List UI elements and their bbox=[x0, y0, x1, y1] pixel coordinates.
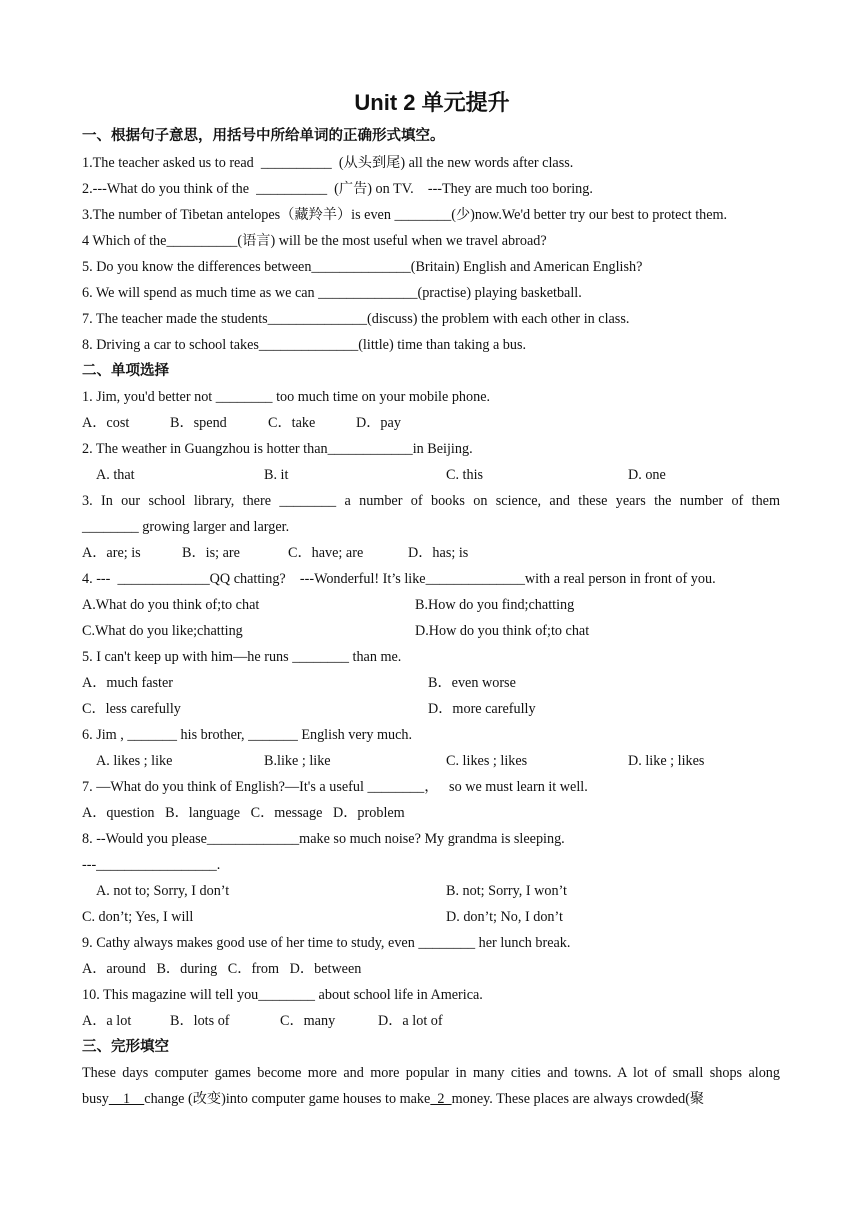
mc-q1-option-d: D．pay bbox=[356, 415, 401, 431]
cloze-text-b: change (改变)into computer game houses to make bbox=[144, 1091, 431, 1107]
fill-item-1: 1.The teacher asked us to read __________ (从头到尾) all the new words after class. bbox=[82, 155, 574, 171]
mc-q9-options: A．around B．during C．from D．between bbox=[82, 961, 362, 977]
mc-q6-option-b: B.like ; like bbox=[264, 753, 331, 769]
mc-q5-option-d: D．more carefully bbox=[428, 701, 536, 717]
mc-q2-option-d: D. one bbox=[628, 467, 666, 483]
mc-q10-option-b: B．lots of bbox=[170, 1013, 230, 1029]
mc-q10-option-c: C．many bbox=[280, 1013, 336, 1029]
cloze-blank-2: 2 bbox=[430, 1091, 452, 1107]
mc-question-8: 8. --Would you please_____________make so much noise? My grandma is sleeping. bbox=[82, 831, 565, 847]
mc-q1-option-a: A．cost bbox=[82, 415, 130, 431]
mc-question-3-line-1: 3. In our school library, there ________ a number of books on science, and these years the number of them bbox=[82, 493, 780, 509]
cloze-passage-line-1: These days computer games become more and more popular in many cities and towns. A lot of small shops along bbox=[82, 1065, 780, 1081]
mc-question-3-line-2: ________ growing larger and larger. bbox=[82, 519, 290, 535]
mc-q2-option-b: B. it bbox=[264, 467, 289, 483]
mc-q4-option-b: B.How do you find;chatting bbox=[415, 597, 575, 613]
mc-q2-option-a: A. that bbox=[96, 467, 135, 483]
mc-q7-options: A．question B．language C．message D．problem bbox=[82, 805, 405, 821]
mc-q4-option-d: D.How do you think of;to chat bbox=[415, 623, 590, 639]
mc-q5-option-b: B．even worse bbox=[428, 675, 516, 691]
mc-question-2: 2. The weather in Guangzhou is hotter than____________in Beijing. bbox=[82, 441, 473, 457]
fill-item-6: 6. We will spend as much time as we can ______________(practise) playing basketball. bbox=[82, 285, 582, 301]
mc-q8-response-blank: ---_________________. bbox=[82, 857, 221, 873]
mc-question-10: 10. This magazine will tell you________ about school life in America. bbox=[82, 987, 483, 1003]
mc-q8-option-c: C. don’t; Yes, I will bbox=[82, 909, 194, 925]
mc-question-9: 9. Cathy always makes good use of her time to study, even ________ her lunch break. bbox=[82, 935, 571, 951]
fill-item-4: 4 Which of the__________(语言) will be the most useful when we travel abroad? bbox=[82, 233, 547, 249]
mc-q4-option-a: A.What do you think of;to chat bbox=[82, 597, 260, 613]
section-1-heading: 一、根据句子意思，用括号中所给单词的正确形式填空。 bbox=[82, 128, 445, 144]
mc-q10-option-d: D．a lot of bbox=[378, 1013, 443, 1029]
mc-q10-option-a: A．a lot bbox=[82, 1013, 132, 1029]
fill-item-2: 2.---What do you think of the __________ (广告) on TV. ---They are much too boring. bbox=[82, 181, 593, 197]
mc-q1-option-c: C．take bbox=[268, 415, 316, 431]
cloze-text-c: money. These places are always crowded(聚 bbox=[451, 1091, 705, 1107]
cloze-blank-1: 1 bbox=[108, 1091, 145, 1107]
mc-q8-option-b: B. not; Sorry, I won’t bbox=[446, 883, 567, 899]
page-title: Unit 2 单元提升 bbox=[354, 90, 510, 115]
mc-q3-option-b: B．is; are bbox=[182, 545, 240, 561]
mc-question-6: 6. Jim , _______ his brother, _______ English very much. bbox=[82, 727, 413, 743]
mc-q3-option-c: C．have; are bbox=[288, 545, 364, 561]
mc-question-5: 5. I can't keep up with him—he runs ________ than me. bbox=[82, 649, 402, 665]
mc-q5-option-c: C．less carefully bbox=[82, 701, 181, 717]
mc-q6-option-c: C. likes ; likes bbox=[446, 753, 528, 769]
cloze-passage-line-2 bbox=[82, 1090, 704, 1108]
mc-q3-option-d: D．has; is bbox=[408, 545, 469, 561]
fill-item-8: 8. Driving a car to school takes______________(little) time than taking a bus. bbox=[82, 337, 527, 353]
fill-item-5: 5. Do you know the differences between______________(Britain) English and American English? bbox=[82, 259, 643, 275]
mc-question-4: 4. --- _____________QQ chatting? ---Wonderful! It’s like______________with a real person in front of you. bbox=[82, 571, 716, 587]
mc-q6-option-a: A. likes ; like bbox=[96, 753, 173, 769]
mc-q2-option-c: C. this bbox=[446, 467, 484, 483]
cloze-text-a: busy bbox=[82, 1091, 109, 1107]
section-3-heading: 三、完形填空 bbox=[82, 1039, 169, 1055]
mc-q4-option-c: C.What do you like;chatting bbox=[82, 623, 243, 639]
mc-q5-option-a: A．much faster bbox=[82, 675, 174, 691]
fill-item-7: 7. The teacher made the students______________(discuss) the problem with each other in class. bbox=[82, 311, 630, 327]
mc-question-7: 7. —What do you think of English?—It's a useful ________， so we must learn it well. bbox=[82, 779, 588, 795]
mc-q1-option-b: B．spend bbox=[170, 415, 227, 431]
section-2-heading: 二、单项选择 bbox=[82, 363, 169, 379]
mc-q8-option-d: D. don’t; No, I don’t bbox=[446, 909, 563, 925]
mc-question-1: 1. Jim, you'd better not ________ too much time on your mobile phone. bbox=[82, 389, 491, 405]
mc-q6-option-d: D. like ; likes bbox=[628, 753, 705, 769]
fill-item-3: 3.The number of Tibetan antelopes（藏羚羊）is even ________(少)now.We'd better try our best to protect them. bbox=[82, 207, 728, 223]
mc-q3-option-a: A．are; is bbox=[82, 545, 141, 561]
mc-q8-option-a: A. not to; Sorry, I don’t bbox=[96, 883, 230, 899]
